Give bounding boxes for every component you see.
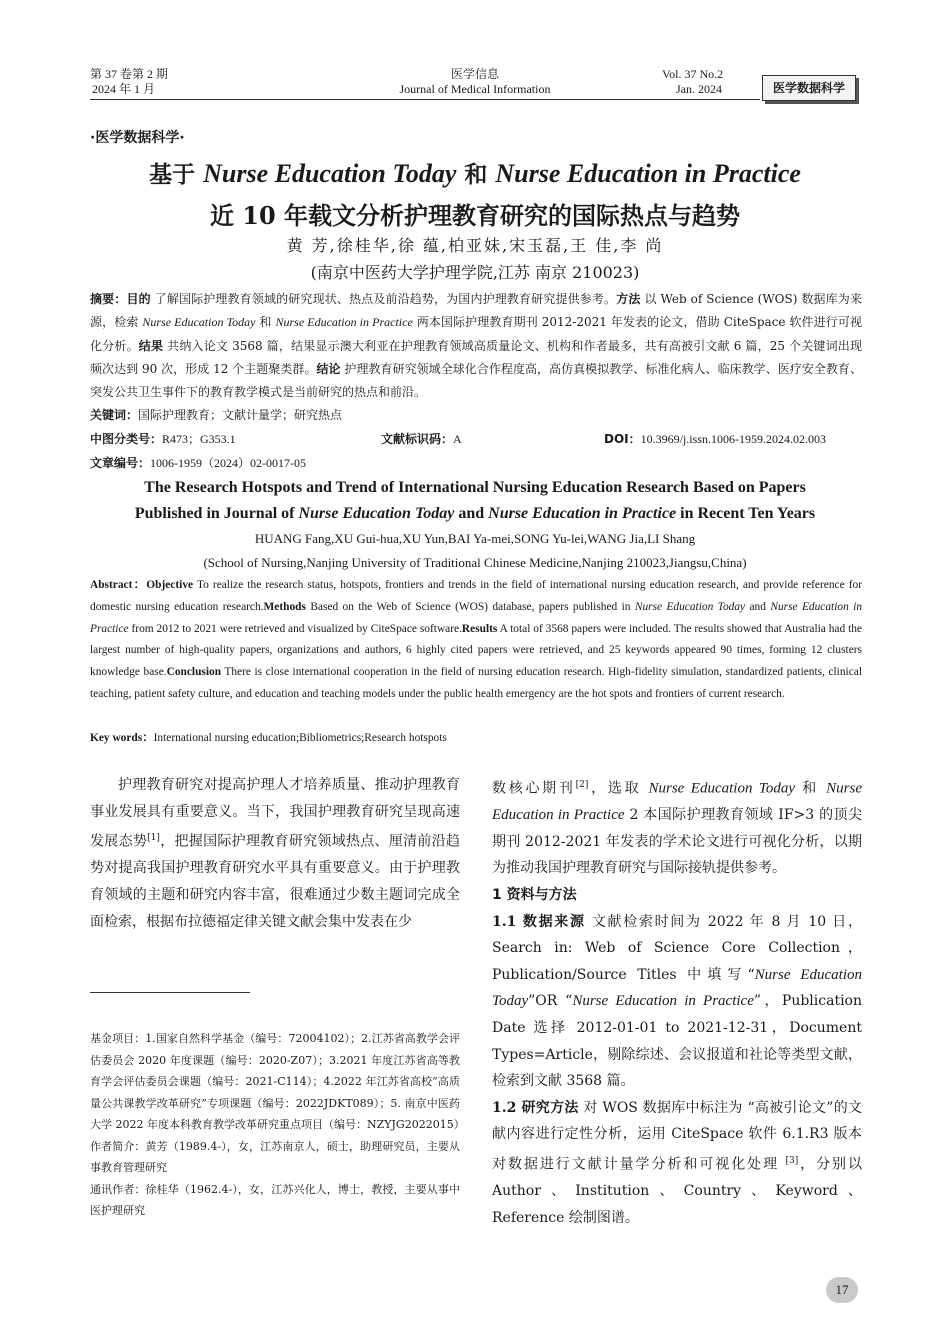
doi-label: DOI： bbox=[604, 432, 641, 446]
header-vol-cn: 第 37 卷第 2 期 bbox=[90, 67, 169, 81]
abstract-en-journal-1: Nurse Education Today bbox=[634, 600, 746, 613]
citation-ref[interactable]: [1] bbox=[147, 833, 160, 844]
abstract-en-methods-b: and bbox=[745, 600, 771, 613]
footnote-corresponding: 通讯作者：徐桂华（1962.4-），女，江苏兴化人，博士，教授，主要从事中医护理研究 bbox=[90, 1182, 460, 1217]
body-right-p1d: 2 本国际护理教育领域 IF>3 的顶尖期刊 2012-2021 年发表的学术论文进行可视化分析，以期为推动我国护理教育研究与国际接轨提供参考。 bbox=[492, 807, 862, 877]
title-journal-1: Nurse Education Today bbox=[203, 159, 457, 188]
abstract-cn-methods-a: 以 Web of Science (WOS) 数据库为来源，检索 bbox=[90, 292, 862, 330]
keywords-cn-label: 关键词： bbox=[90, 408, 139, 423]
abstract-cn-methods-b: 和 bbox=[255, 315, 276, 330]
header-volume-en bbox=[662, 67, 723, 97]
affiliation: (南京中医药大学护理学院,江苏 南京 210023) bbox=[310, 263, 640, 282]
abstract-en-methods-label: Methods bbox=[263, 600, 306, 613]
abstract-cn-objective-label: 目的 bbox=[126, 292, 151, 306]
body-journal-2: Nurse Education in Practice bbox=[572, 993, 754, 1010]
doi-value: 10.3969/j.issn.1006-1959.2024.02.003 bbox=[640, 432, 826, 446]
page-title-line2: 近 10 年载文分析护理教育研究的国际热点与趋势 bbox=[209, 201, 741, 230]
abstract-en-objective: To realize the research status, hotspots, frontiers and trends in the field of international nursing education research, and provide reference for domestic nursing education research. bbox=[90, 579, 863, 613]
abstract-en-conclusion: There is close international cooperation in the field of nursing education research. High-fidelity simulation, standardized patients, clinical teaching, patient safety culture, and education and teaching models under the public health emergency are the hot spots and frontiers of current research. bbox=[90, 666, 862, 700]
header-journal-cn: 医学信息 bbox=[450, 67, 499, 81]
authors: 黄 芳,徐桂华,徐 蕴,柏亚妹,宋玉磊,王 佳,李 尚 bbox=[286, 236, 664, 255]
class-number-label: 中图分类号： bbox=[90, 432, 163, 446]
abstract-en-methods-c: from 2012 to 2021 were retrieved and visualized by CiteSpace software. bbox=[128, 622, 462, 635]
body-left-p1a: 护理教育研究对提高护理人才培养质量、推动护理教育事业发展具有重要意义。当下，我国护理教育研究呈现高速发展态势 bbox=[90, 777, 460, 850]
footnote-author: 作者简介：黄芳（1989.4-），女，江苏南京人，硕士，助理研究员，主要从事教育管理研究 bbox=[90, 1139, 460, 1174]
doc-code bbox=[381, 431, 462, 447]
subsection-1-2-b: ，分别以 Author、Institution、Country、Keyword、Reference 绘制图谱。 bbox=[492, 1156, 863, 1226]
abstract-cn-journal-1: Nurse Education Today bbox=[142, 315, 256, 330]
abstract-cn-results-label: 结果 bbox=[138, 338, 164, 353]
section-heading: 1 资料与方法 bbox=[492, 887, 577, 904]
article-number-label: 文章编号： bbox=[90, 456, 151, 470]
keywords-en-value: International nursing education;Bibliometrics;Research hotspots bbox=[153, 732, 447, 744]
body-right-column bbox=[492, 772, 862, 1231]
page-number: 17 bbox=[826, 1277, 858, 1303]
subsection-1-1-b: ”OR “ bbox=[528, 993, 573, 1010]
header-vol-en: Vol. 37 No.2 bbox=[662, 67, 724, 81]
abstract-en-results-label: Results bbox=[461, 622, 498, 635]
class-number-value: R473；G353.1 bbox=[162, 432, 236, 446]
title-journal-2: Nurse Education in Practice bbox=[495, 159, 801, 188]
keywords-en bbox=[90, 729, 447, 745]
footnote-rule bbox=[90, 992, 250, 993]
header-rule bbox=[90, 99, 760, 100]
citation-ref[interactable]: [3] bbox=[785, 1155, 799, 1166]
body-paragraph bbox=[90, 772, 460, 935]
doc-code-label: 文献标识码： bbox=[381, 432, 454, 446]
footnotes bbox=[90, 1028, 465, 1222]
body-journal-1: Nurse Education Today bbox=[492, 966, 863, 1010]
body-paragraph bbox=[492, 772, 862, 882]
doc-code-value: A bbox=[453, 432, 462, 446]
column-badge: 医学数据科学 bbox=[762, 75, 856, 101]
abstract-cn-objective: 了解国际护理教育领域的研究现状、热点及前沿趋势，为国内护理教育研究提供参考。 bbox=[150, 292, 617, 306]
abstract-en-conclusion-label: Conclusion bbox=[166, 666, 222, 679]
subsection-1-1-c: ”，Publication Date 选择 2012-01-01 to 2021-12-31，Document Types=Article，剔除综述、会议报道和社论等类型文献，检索到文献 3568 篇。 bbox=[492, 993, 862, 1090]
subsection-1-1-a: 文献检索时间为 2022 年 8 月 10 日，Search in: Web of Science Core Collection，Publication/Source Titles 中填写“ bbox=[492, 913, 862, 983]
subsection-1-2-a: 对 WOS 数据库中标注为 “高被引论文”的文献内容进行定性分析，运用 CiteSpace 软件 6.1.R3 版本对数据进行文献计量学分析和可视化处理 bbox=[492, 1099, 862, 1173]
header-journal-en: Journal of Medical Information bbox=[399, 82, 551, 96]
citation-ref[interactable]: [2] bbox=[575, 780, 589, 790]
keywords-en-label: Key words： bbox=[90, 732, 154, 744]
abstract-cn-results: 共纳入论文 3568 篇，结果显示澳大利亚在护理教育领域高质量论文、机构和作者最多，共有高被引文献 6 篇，25 个关键词出现频次达到 90 次，形成 12 个主题聚类群。 bbox=[90, 338, 862, 376]
en-title-l2a: Published in Journal of bbox=[134, 505, 299, 522]
article-number-value: 1006-1959（2024）02-0017-05 bbox=[150, 456, 307, 470]
body-right-p1c: 和 bbox=[795, 780, 827, 797]
header-date-en: Jan. 2024 bbox=[676, 82, 722, 96]
abstract-en-results: A total of 3568 papers were included. The results showed that Australia had the largest number of high-quality papers, organizations and authors, 6 highly cited papers were retrieved, and 25 keywords appeared 90 times, forming 12 clusters knowledge base. bbox=[90, 622, 862, 679]
en-affiliation: (School of Nursing,Nanjing University of Traditional Chinese Medicine,Nanjing 210023,Jiangsu,China) bbox=[203, 555, 747, 570]
abstract-cn-conclusion: 护理教育研究领域全球化合作程度高，高仿真模拟教学、标准化病人、临床教学、医疗安全教育、突发公共卫生事件下的教育教学模式是当前研究的热点和前沿。 bbox=[90, 361, 862, 400]
doi bbox=[604, 431, 826, 447]
title-conj: 和 bbox=[456, 161, 496, 188]
header-date-cn: 2024 年 1 月 bbox=[92, 82, 156, 96]
abstract-en-label: Abstract： bbox=[90, 579, 147, 591]
body-journal-2: Nurse Education in Practice bbox=[492, 780, 862, 824]
body-journal-1: Nurse Education Today bbox=[648, 780, 796, 797]
en-title-line1: The Research Hotspots and Trend of International Nursing Education Research Based on Papers bbox=[144, 479, 806, 496]
en-title-journal-1: Nurse Education Today bbox=[298, 505, 455, 522]
class-number bbox=[90, 431, 236, 447]
body-left-column bbox=[90, 772, 460, 935]
abstract-en bbox=[90, 575, 862, 706]
page-title-line1 bbox=[0, 156, 950, 189]
keywords-cn: 国际护理教育；文献计量学；研究热点 bbox=[138, 408, 343, 423]
footnote-fund: 基金项目：1.国家自然科学基金（编号：72004102）；2.江苏省高教学会评估委员会 2020 年度课题（编号：2020-Z07）；3.2021 年度江苏省高等教育学会评估委员会课题（编号：2021-C114）；4.2022 年江苏省高校“高质量公共课教学改革研究”专项课题（编号：2022JDKT089）；5. 南京中医药大学 2022 年度本科教育教学改革研究重点项目（编号：NZYJG2022015） bbox=[90, 1032, 465, 1131]
abstract-en-journal-2: Nurse Education in Practice bbox=[90, 600, 863, 635]
body-left-p1b: ，把握国际护理教育研究领域热点、厘清前沿趋势对提高我国护理教育研究水平具有重要意义。由于护理教育领域的主题和研究内容丰富，很难通过少数主题词完成全面检索，根据布拉德福定律关键文献会集中发表在少 bbox=[90, 833, 461, 930]
en-title-l2c: in Recent Ten Years bbox=[676, 505, 816, 522]
subsection-1-2 bbox=[492, 1095, 862, 1232]
abstract-cn-methods-label: 方法 bbox=[616, 292, 641, 306]
abstract-en-objective-label: Objective bbox=[146, 579, 194, 591]
article-number bbox=[90, 455, 306, 471]
abstract-cn-journal-2: Nurse Education in Practice bbox=[275, 315, 413, 330]
subsection-1-1 bbox=[492, 909, 862, 1095]
body-right-p1a: 数核心期刊 bbox=[492, 780, 576, 797]
title-prefix: 基于 bbox=[149, 161, 204, 188]
abstract-cn bbox=[90, 288, 862, 428]
body-right-p1b: ，选取 bbox=[588, 780, 649, 797]
abstract-cn-methods-c: 两本国际护理教育期刊 2012-2021 年发表的论文，借助 CiteSpace 软件进行可视化分析。 bbox=[90, 315, 862, 353]
abstract-en-methods-a: Based on the Web of Science (WOS) database, papers published in bbox=[305, 600, 635, 613]
abstract-cn-label: 摘要： bbox=[90, 292, 127, 306]
subsection-1-2-label: 1.2 研究方法 bbox=[492, 1099, 579, 1116]
en-title-line2 bbox=[0, 505, 950, 523]
en-title-journal-2: Nurse Education in Practice bbox=[488, 505, 677, 522]
en-title-l2b: and bbox=[454, 505, 489, 522]
subsection-1-1-label: 1.1 数据来源 bbox=[492, 913, 586, 930]
en-authors: HUANG Fang,XU Gui-hua,XU Yun,BAI Ya-mei,SONG Yu-lei,WANG Jia,LI Shang bbox=[254, 531, 696, 546]
section-label: ·医学数据科学· bbox=[90, 130, 185, 146]
abstract-cn-conclusion-label: 结论 bbox=[316, 361, 341, 376]
